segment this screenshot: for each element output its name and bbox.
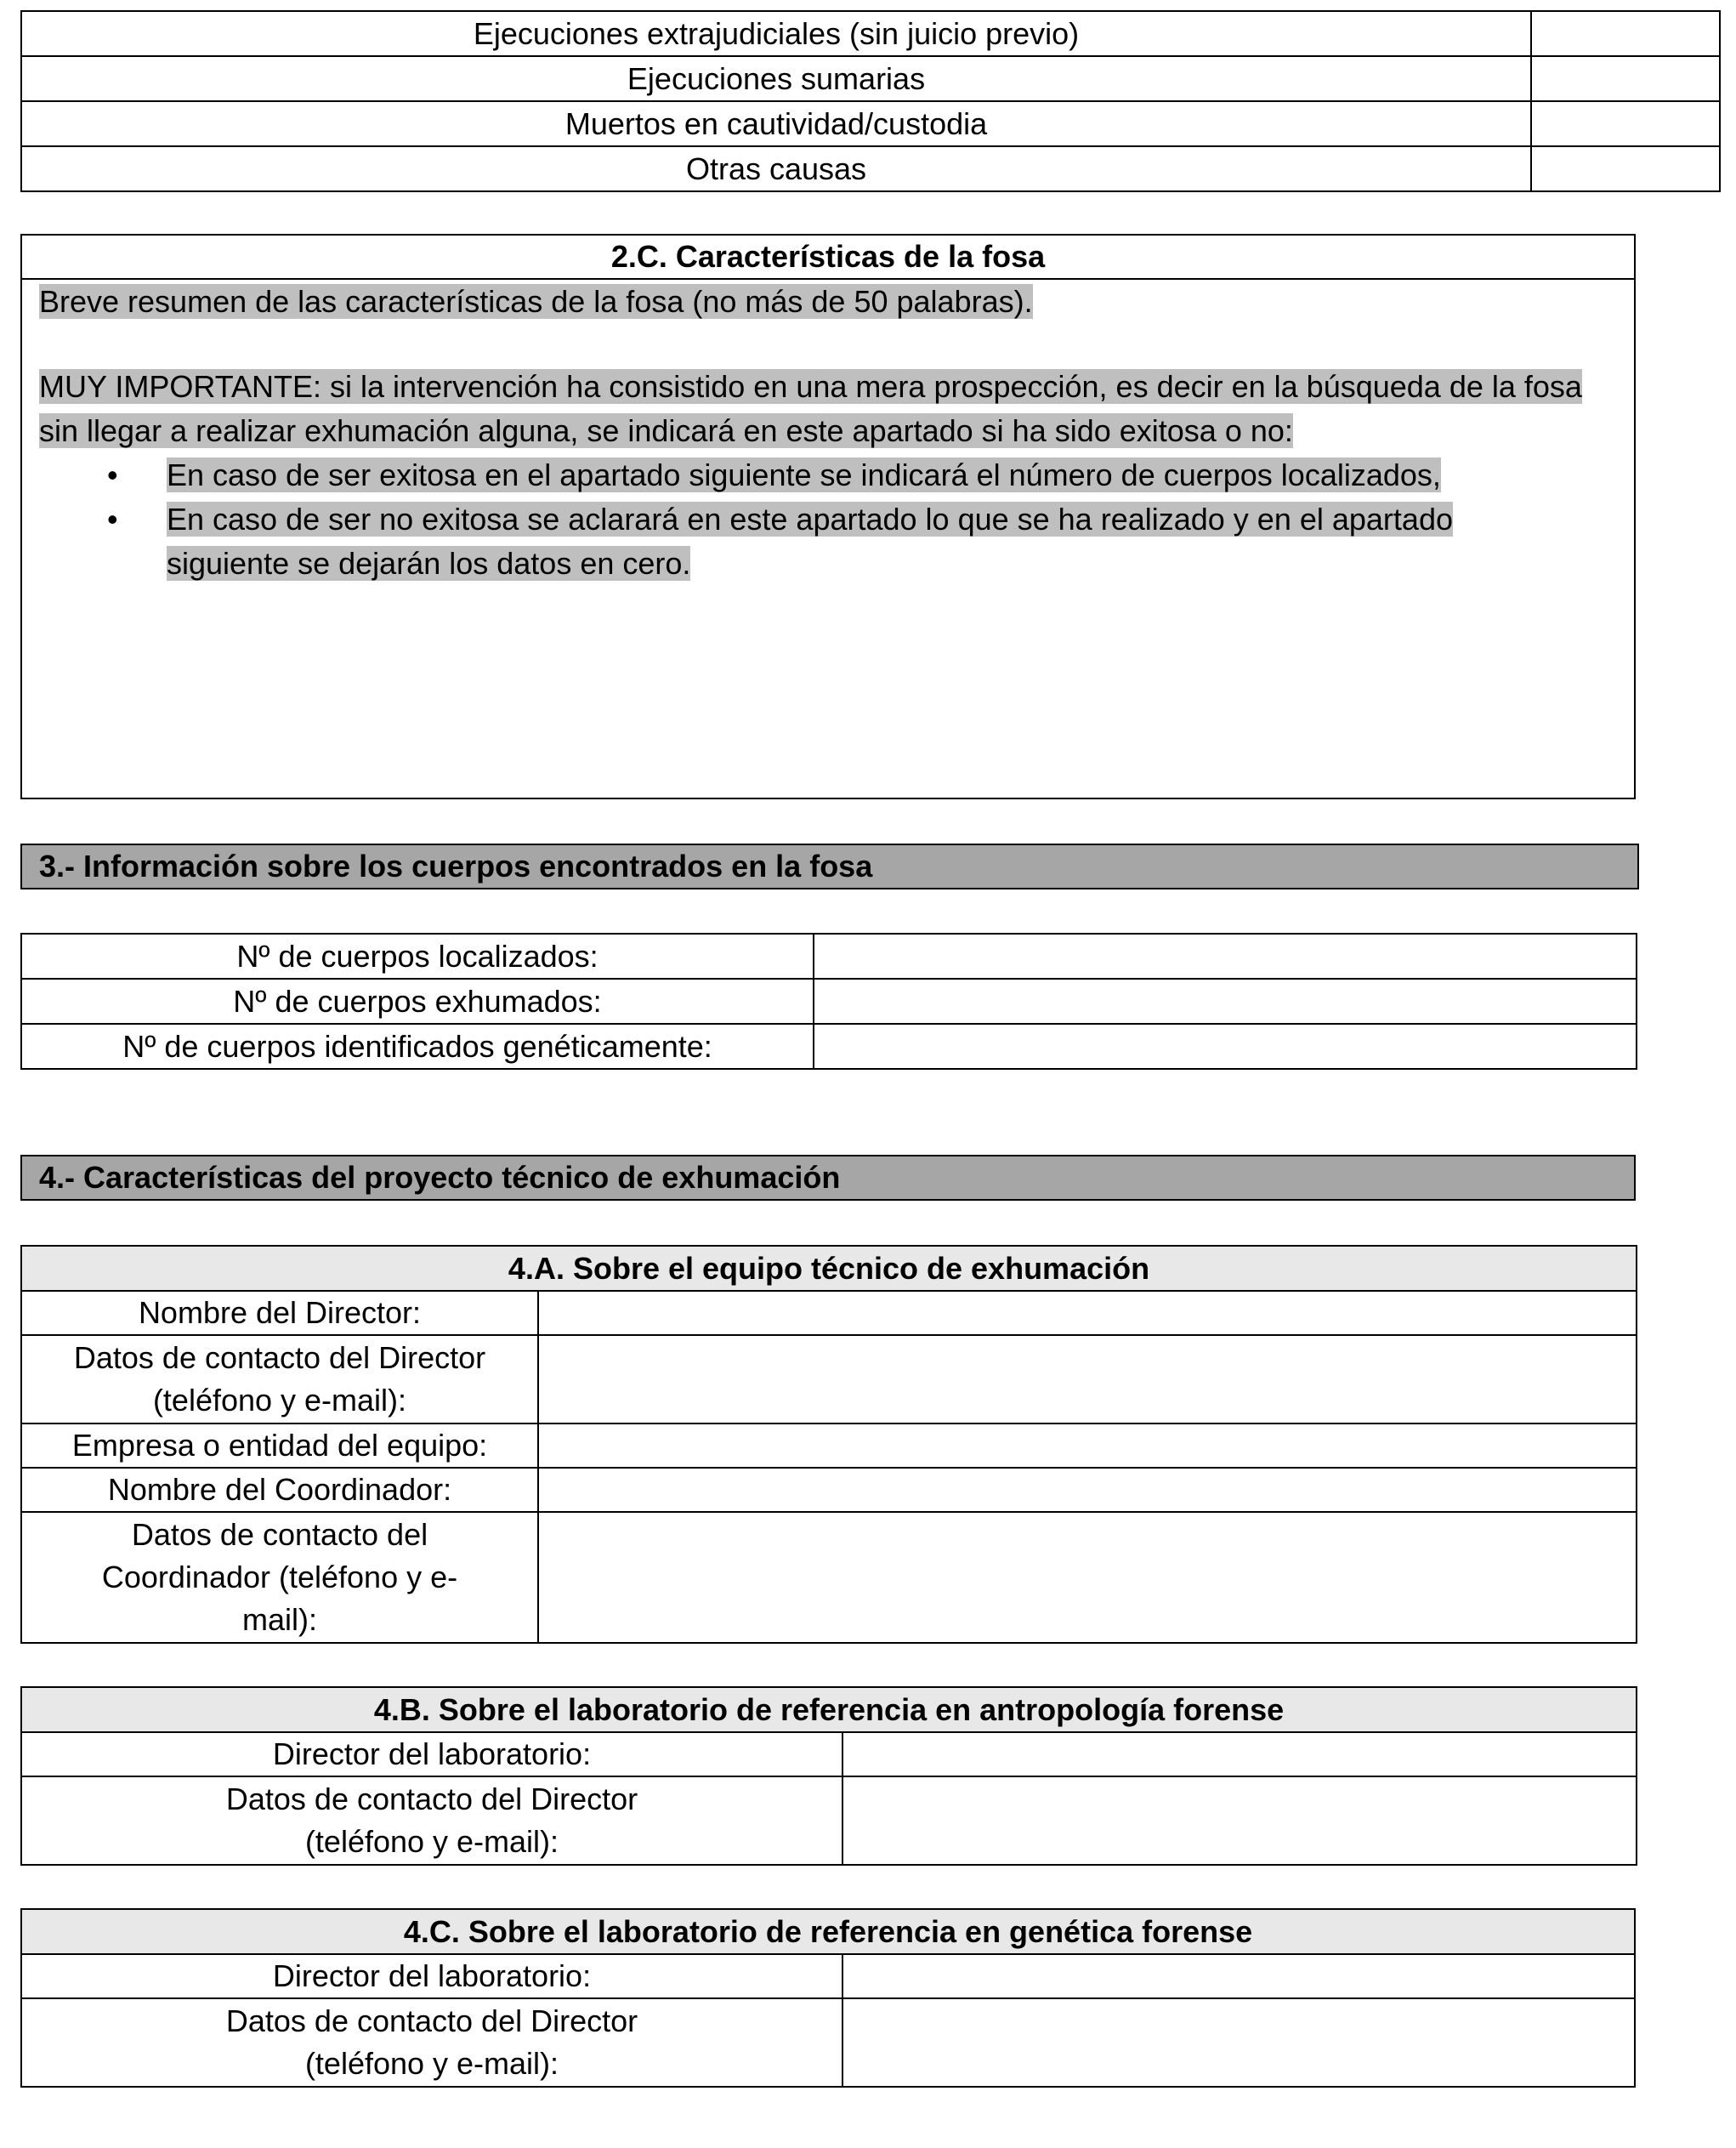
bullet-text: En caso de ser no exitosa se aclarará en este apartado lo que se ha realizado y en el apartado siguiente se dejarán los datos en cero. xyxy=(167,502,1453,581)
bullet-icon: • xyxy=(107,457,118,492)
field-value-cell[interactable] xyxy=(538,1512,1637,1643)
cause-label: Ejecuciones sumarias xyxy=(21,56,1531,101)
field-value-cell[interactable] xyxy=(538,1291,1637,1335)
cause-value-cell[interactable] xyxy=(1531,101,1720,146)
field-value-cell[interactable] xyxy=(538,1335,1637,1423)
cause-label: Otras causas xyxy=(21,146,1531,191)
section-2c-title: 2.C. Características de la fosa xyxy=(22,236,1634,280)
section-4b-title: 4.B. Sobre el laboratorio de referencia en antropología forense xyxy=(21,1687,1637,1732)
bodies-label: Nº de cuerpos exhumados: xyxy=(21,979,814,1024)
bodies-table xyxy=(20,933,1637,1070)
important-paragraph xyxy=(22,365,1634,453)
summary-paragraph xyxy=(22,280,1634,324)
section-4b-table xyxy=(20,1686,1637,1866)
section-4-header: 4.- Características del proyecto técnico de exhumación xyxy=(20,1155,1636,1201)
section-4a-title: 4.A. Sobre el equipo técnico de exhumación xyxy=(21,1246,1637,1291)
field-value-cell[interactable] xyxy=(538,1468,1637,1512)
field-label: Nombre del Director: xyxy=(21,1291,538,1335)
cause-value-cell[interactable] xyxy=(1531,11,1720,56)
field-label: Datos de contacto del Director (teléfono y e-mail): xyxy=(21,1776,842,1865)
cause-value-cell[interactable] xyxy=(1531,146,1720,191)
list-item xyxy=(22,497,1634,586)
cause-label: Ejecuciones extrajudiciales (sin juicio previo) xyxy=(21,11,1531,56)
field-label: Nombre del Coordinador: xyxy=(21,1468,538,1512)
section-4c-title: 4.C. Sobre el laboratorio de referencia en genética forense xyxy=(21,1909,1635,1954)
field-value-cell[interactable] xyxy=(842,1954,1635,1998)
field-value-cell[interactable] xyxy=(538,1423,1637,1468)
summary-text: Breve resumen de las características de la fosa (no más de 50 palabras). xyxy=(39,284,1033,319)
section-2c-box xyxy=(20,234,1636,799)
bodies-value-cell[interactable] xyxy=(814,1024,1637,1069)
bodies-value-cell[interactable] xyxy=(814,934,1637,979)
field-value-cell[interactable] xyxy=(842,1998,1635,2087)
section-3-header: 3.- Información sobre los cuerpos encontrados en la fosa xyxy=(20,844,1639,889)
section-4c-table xyxy=(20,1908,1636,2088)
causes-table xyxy=(20,10,1721,192)
field-label: Director del laboratorio: xyxy=(21,1954,842,1998)
cause-label: Muertos en cautividad/custodia xyxy=(21,101,1531,146)
section-4a-table xyxy=(20,1245,1637,1644)
bullet-list xyxy=(22,453,1634,586)
list-item xyxy=(22,453,1634,497)
field-label: Datos de contacto del Director (teléfono y e-mail): xyxy=(21,1335,538,1423)
bodies-label: Nº de cuerpos localizados: xyxy=(21,934,814,979)
field-label: Director del laboratorio: xyxy=(21,1732,842,1776)
field-label: Datos de contacto del Director (teléfono y e-mail): xyxy=(21,1998,842,2087)
important-text: MUY IMPORTANTE: si la intervención ha consistido en una mera prospección, es decir en la búsqueda de la fosa sin llegar a realizar exhumación alguna, se indicará en este apartado si ha sido exitosa o no: xyxy=(39,369,1582,448)
field-label: Datos de contacto del Coordinador (teléfono y e-mail): xyxy=(21,1512,538,1643)
field-value-cell[interactable] xyxy=(842,1732,1637,1776)
field-label: Empresa o entidad del equipo: xyxy=(21,1423,538,1468)
field-value-cell[interactable] xyxy=(842,1776,1637,1865)
bodies-value-cell[interactable] xyxy=(814,979,1637,1024)
bullet-text: En caso de ser exitosa en el apartado siguiente se indicará el número de cuerpos localizados, xyxy=(167,457,1441,492)
bodies-label: Nº de cuerpos identificados genéticamente: xyxy=(21,1024,814,1069)
bullet-icon: • xyxy=(107,502,118,537)
cause-value-cell[interactable] xyxy=(1531,56,1720,101)
